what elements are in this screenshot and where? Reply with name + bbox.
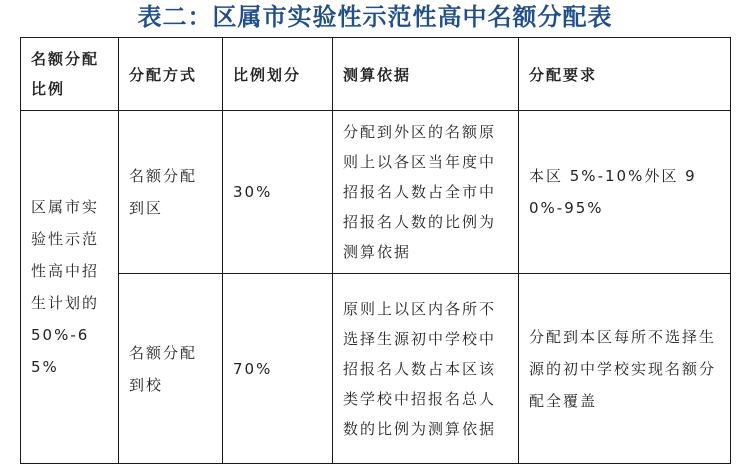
percent-cell: 70%	[223, 274, 333, 464]
header-ratio-division: 比例划分	[223, 38, 333, 111]
quota-ratio-cell: 区属市实验性示范性高中招生计划的50%-65%	[21, 111, 119, 464]
basis-cell: 原则上以区内各所不选择生源初中学校中招报名人数占本区该类学校中招报名总人数的比例为测算依据	[333, 274, 519, 464]
requirement-cell: 分配到本区每所不选择生源的初中学校实现名额分配全覆盖	[519, 274, 731, 464]
quota-allocation-table	[20, 37, 731, 464]
header-allocation-method: 分配方式	[119, 38, 223, 111]
header-calculation-basis: 测算依据	[333, 38, 519, 111]
table-row	[21, 274, 731, 464]
table-row	[21, 111, 731, 274]
header-quota-ratio: 名额分配比例	[21, 38, 119, 111]
method-cell: 名额分配到校	[119, 274, 223, 464]
method-cell: 名额分配到区	[119, 111, 223, 274]
percent-cell: 30%	[223, 111, 333, 274]
table-header-row	[21, 38, 731, 111]
header-allocation-requirement: 分配要求	[519, 38, 731, 111]
basis-cell: 分配到外区的名额原则上以各区当年度中招报名人数占全市中招报名人数的比例为测算依据	[333, 111, 519, 274]
requirement-cell: 本区 5%-10%外区 90%-95%	[519, 111, 731, 274]
table-title: 表二：区属市实验性示范性高中名额分配表	[137, 3, 613, 31]
